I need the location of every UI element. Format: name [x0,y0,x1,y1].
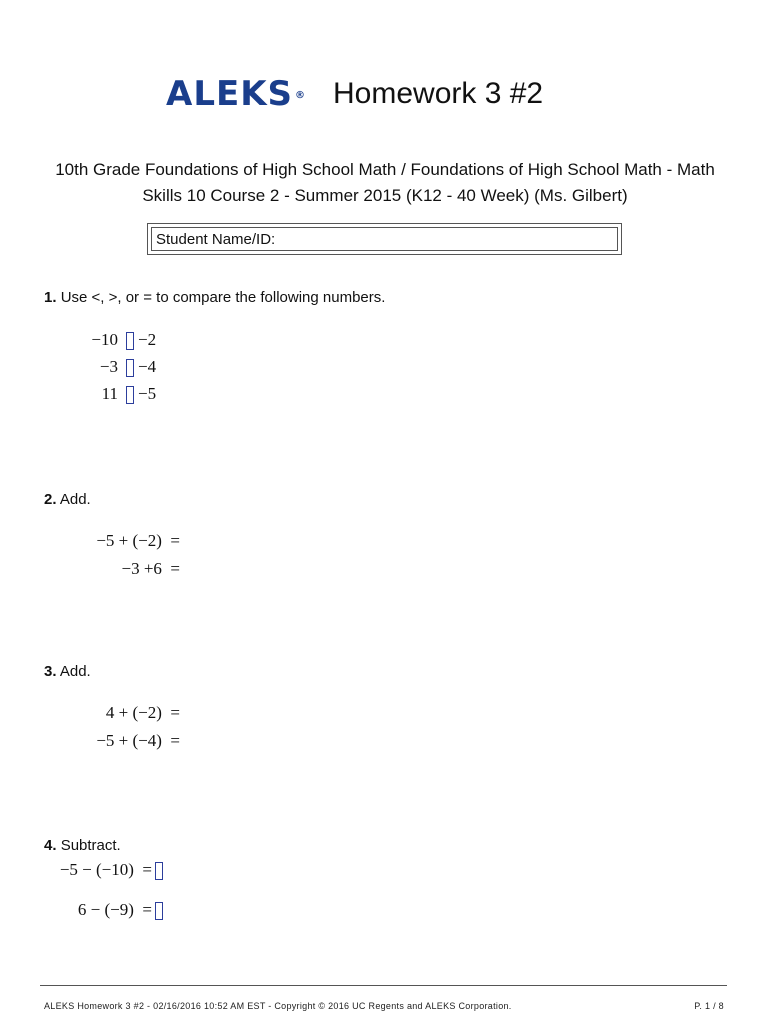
subtitle-line-2: Skills 10 Course 2 - Summer 2015 (K12 - 40 Week) (Ms. Gilbert) [142,186,628,205]
q4-row1-answer-box[interactable] [155,862,163,880]
course-subtitle [30,157,740,209]
q1-row3-left: 11 [101,384,118,403]
student-name-label: Student Name/ID: [151,227,618,251]
aleks-logo [166,74,306,114]
question-4-number: 4. [44,837,57,854]
q1-row2-right: −4 [138,357,157,376]
q3-row2-expr: −5 + (−4) = [96,731,180,750]
subtitle-line-1: 10th Grade Foundations of High School Math / Foundations of High School Math - Math [55,160,715,179]
question-2-number: 2. [44,491,57,508]
question-2-header [44,490,91,510]
q2-row2-expr: −3 +6 = [121,559,180,578]
question-2-prompt: Add. [59,491,91,508]
q4-row1-expr: −5 − (−10) = [59,860,152,879]
q1-row2-answer-box[interactable] [126,359,134,377]
footer-copyright: ALEKS Homework 3 #2 - 02/16/2016 10:52 AM EST - Copyright © 2016 UC Regents and ALEKS Corporation. [44,1001,512,1011]
q1-row1-right: −2 [138,330,157,349]
q4-row2-answer-box[interactable] [155,902,163,920]
footer-page-number: P. 1 / 8 [694,1001,724,1011]
question-3-header [44,662,91,682]
q1-row3-answer-box[interactable] [126,386,134,404]
q3-row1-expr: 4 + (−2) = [105,703,180,722]
q2-row1-expr: −5 + (−2) = [96,531,180,550]
question-3-number: 3. [44,663,57,680]
question-4-header [44,836,121,856]
q1-row2-left: −3 [99,357,118,376]
question-1-number: 1. [44,289,57,306]
q1-row1-left: −10 [91,330,118,349]
q4-row2-expr: 6 − (−9) = [77,900,152,919]
question-3-prompt: Add. [59,663,91,680]
footer-divider [40,985,727,986]
q1-row1-answer-box[interactable] [126,332,134,350]
question-1-prompt: Use <, >, or = to compare the following numbers. [60,289,386,306]
q1-row3-right: −5 [138,384,157,403]
question-1-header [44,288,385,308]
page-title: Homework 3 #2 [333,77,544,110]
question-4-prompt: Subtract. [60,837,121,854]
logo-text: ALEKS [166,74,294,114]
student-name-box[interactable] [147,223,622,255]
registered-mark: ® [295,90,307,101]
